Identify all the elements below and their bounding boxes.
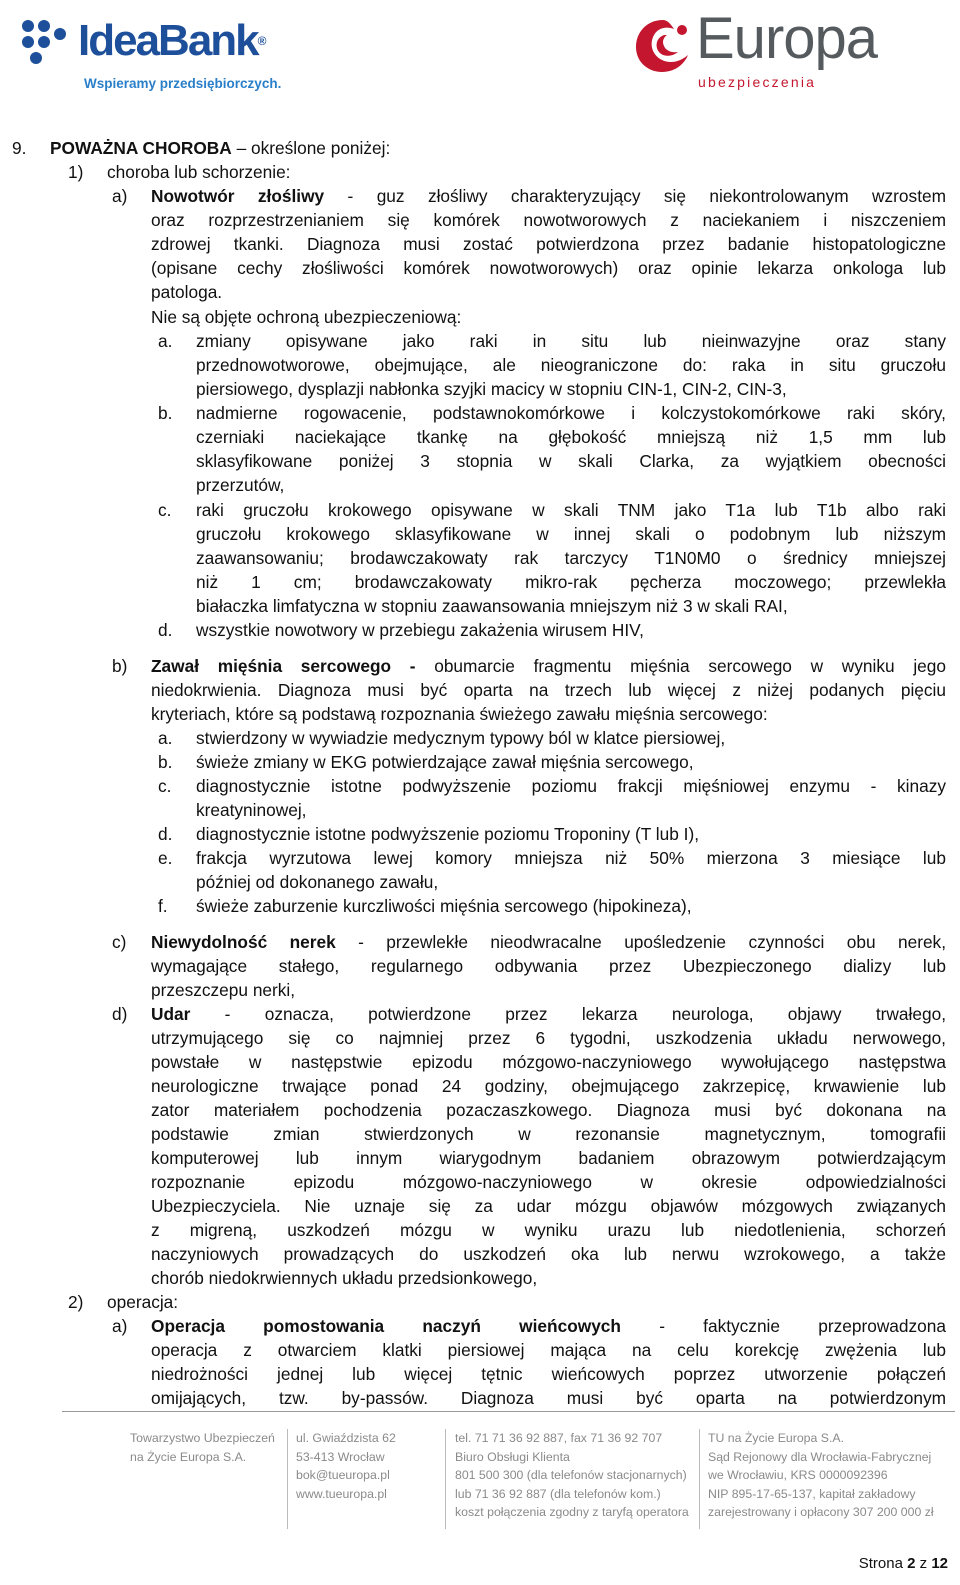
list-line: wszystkie nowotwory w przebiegu zakażenia wirusem HIV, — [196, 620, 644, 640]
paragraph-line: Operacja pomostowania naczyń wieńcowych - faktycznie przeprowadzona — [151, 1316, 946, 1336]
registered-mark: ® — [257, 34, 267, 48]
footer-address: ul. Gwiaździsta 62 53-413 Wrocław bok@tueuropa.pl www.tueuropa.pl — [296, 1429, 396, 1503]
paragraph-line: Nowotwór złośliwy - guz złośliwy charakteryzujący się niekontrolowanym wzrostem — [151, 186, 946, 206]
section-heading: POWAŻNA CHOROBA – określone poniżej: — [50, 138, 391, 158]
paragraph-line: rozpoznanie epizodu mózgowo-naczyniowego w okresie odpowiedzialności — [151, 1172, 946, 1192]
paragraph-line: z migreną, uszkodzeń mózgu w wyniku urazu lub niedotlenienia, schorzeń — [151, 1220, 946, 1240]
term-cancer: Nowotwór złośliwy — [151, 186, 325, 206]
point-text: operacja: — [107, 1292, 179, 1312]
list-line: przednowotworowe, obejmujące, ale nieograniczone do: raka in situ gruczołu — [196, 355, 946, 375]
list-line: diagnostycznie istotne podwyższenie poziomu frakcji mięśniowej enzymu - kinazy — [196, 776, 946, 796]
term-stroke: Udar — [151, 1004, 191, 1024]
paragraph-line: przeszczepu nerki, — [151, 980, 296, 1000]
sub-marker: d. — [158, 824, 173, 844]
point-number: 2) — [68, 1292, 84, 1312]
sub-marker: c. — [158, 500, 172, 520]
list-line: gruczołu krokowego sklasyfikowane w innej skali o podobnym lub niższym — [196, 524, 946, 544]
list-line: niż 1 cm; brodawczakowaty mikro-rak pęcherza moczowego; przewlekła — [196, 572, 946, 592]
page-header — [0, 0, 960, 110]
paragraph-line: Udar - oznacza, potwierdzone przez lekarza neurologa, objawy trwałego, — [151, 1004, 946, 1024]
footer-registry: TU na Życie Europa S.A. Sąd Rejonowy dla Wrocławia-Fabrycznej we Wrocławiu, KRS 0000092396 NIP 895-17-65-137, kapitał zakładowy zarejestrowany i opłacony 307 200 000 zł — [708, 1431, 934, 1519]
sub-marker: b. — [158, 403, 173, 423]
sub-marker: d. — [158, 620, 173, 640]
paragraph-line: naczyniowych prowadzących do uszkodzeń oka lub nerwu wzrokowego, a także — [151, 1244, 946, 1264]
list-line: zaawansowaniu; brodawczakowaty rak tarczycy T1N0M0 o średnicy mniejszej — [196, 548, 946, 568]
idea-bank-logo — [22, 14, 282, 94]
paragraph-line: (opisane cechy złośliwości komórek nowotworowych) oraz opinie lekarza onkologa lub — [151, 258, 946, 278]
footer-separator — [699, 1429, 700, 1529]
footer-separator — [445, 1429, 446, 1529]
sub-marker: a. — [158, 728, 173, 748]
section-number: 9. — [12, 138, 27, 158]
paragraph-line: omijających, tzw. by-passów. Diagnoza musi być oparta na potwierdzonym — [151, 1388, 946, 1408]
paragraph-line: podstawie zmian stwierdzonych w rezonansie magnetycznym, tomografii — [151, 1124, 946, 1144]
list-line: przerzutów, — [196, 475, 285, 495]
paragraph-line: operacja z otwarciem klatki piersiowej mająca na celu korekcję zwężenia lub — [151, 1340, 946, 1360]
footer-company: Towarzystwo Ubezpieczeń na Życie Europa S.A. — [130, 1431, 275, 1464]
point-number: 1) — [68, 162, 84, 182]
idea-dots-icon — [22, 20, 72, 64]
footer-separator — [287, 1429, 288, 1529]
paragraph-line: patologa. — [151, 282, 223, 302]
list-line: sklasyfikowane poniżej 3 stopnia w skali Clarka, za wyjątkiem obecności — [196, 451, 946, 471]
item-marker: b) — [112, 656, 128, 676]
paragraph-line: Niewydolność nerek - przewlekłe nieodwracalne upośledzenie czynności obu nerek, — [151, 932, 946, 952]
term-kidney-failure: Niewydolność nerek — [151, 932, 336, 952]
paragraph-line: zdrowej tkanki. Diagnoza musi zostać potwierdzona przez badanie histopatologiczne — [151, 234, 946, 254]
paragraph-line: utrzymującego się co najmniej przez 6 tygodni, uszkodzenia układu nerwowego, — [151, 1028, 946, 1048]
idea-bank-name: IdeaBank — [78, 16, 258, 65]
term-heart-attack: Zawał mięśnia sercowego - — [151, 656, 416, 676]
europa-name: Europa — [696, 6, 878, 71]
list-line: raki gruczołu krokowego opisywane w skali TNM jako T1a lub T1b albo raki — [196, 500, 946, 520]
paragraph-line: zator materiałem pochodzenia pozaczaszkowego. Diagnoza musi być dokonana na — [151, 1100, 946, 1120]
footer-divider — [62, 1411, 955, 1412]
list-line: zmiany opisywane jako raki in situ lub nieinwazyjne oraz stany — [196, 331, 946, 351]
paragraph-line: kryteriach, które są podstawą rozpoznania świeżego zawału mięśnia sercowego: — [151, 704, 768, 724]
europa-swirl-icon — [632, 16, 694, 76]
paragraph-line: chorób niedokrwiennych układu przedsionkowego, — [151, 1268, 538, 1288]
page-number: Strona 2 z 12 — [858, 1555, 948, 1572]
paragraph-line: Zawał mięśnia sercowego - obumarcie fragmentu mięśnia sercowego w wyniku jego — [151, 656, 946, 676]
list-line: piersiowego, dysplazji nabłonka szyjki macicy w stopniu CIN-1, CIN-2, CIN-3, — [196, 379, 787, 399]
list-line: diagnostycznie istotne podwyższenie poziomu Troponiny (T lub I), — [196, 824, 700, 844]
paragraph-line: Ubezpieczyciela. Nie uznaje się za udar mózgu objawów mózgowych związanych — [151, 1196, 946, 1216]
list-line: nadmierne rogowacenie, podstawnokomórkowe i kolczystokomórkowe raki skóry, — [196, 403, 946, 423]
list-line: później od dokonanego zawału, — [196, 872, 439, 892]
term-bypass: Operacja pomostowania naczyń wieńcowych — [151, 1316, 621, 1336]
section-title: POWAŻNA CHOROBA — [50, 138, 232, 158]
list-line: białaczka limfatyczna w stopniu zaawansowania mniejszym niż 3 w skali RAI, — [196, 596, 788, 616]
sub-marker: f. — [158, 896, 168, 916]
paragraph-line: Nie są objęte ochroną ubezpieczeniową: — [151, 307, 462, 327]
europa-logo — [632, 6, 932, 100]
footer-email-link[interactable]: bok@tueuropa.pl — [296, 1468, 390, 1482]
paragraph-line: powstałe w następstwie epizodu mózgowo-naczyniowego wywołującego następstwa — [151, 1052, 946, 1072]
europa-subtitle: ubezpieczenia — [698, 74, 817, 90]
idea-bank-slogan: Wspieramy przedsiębiorczych. — [84, 76, 282, 91]
item-marker: d) — [112, 1004, 128, 1024]
paragraph-line: niedokrwienia. Diagnoza musi być oparta na trzech lub więcej z niżej podanych pięciu — [151, 680, 946, 700]
list-line: stwierdzony w wywiadzie medycznym typowy ból w klatce piersiowej, — [196, 728, 726, 748]
paragraph-line: komputerowej lub innym wiarygodnym badaniem obrazowym potwierdzającym — [151, 1148, 946, 1168]
paragraph-line: oraz rozprzestrzenianiem się komórek nowotworowych z naciekaniem i niszczeniem — [151, 210, 946, 230]
paragraph-line: neurologiczne trwające ponad 24 godziny, obejmującego zakrzepicę, krwawienie lub — [151, 1076, 946, 1096]
item-marker: a) — [112, 186, 128, 206]
sub-marker: a. — [158, 331, 173, 351]
point-text: choroba lub schorzenie: — [107, 162, 291, 182]
item-marker: c) — [112, 932, 127, 952]
footer-contact: tel. 71 71 36 92 887, fax 71 36 92 707 Biuro Obsługi Klienta 801 500 300 (dla telefonów stacjonarnych) lub 71 36 92 887 (dla telefonów kom.) koszt połączenia zgodny z taryfą operatora — [455, 1431, 689, 1519]
item-marker: a) — [112, 1316, 128, 1336]
paragraph-line: niedrożności jednej lub więcej tętnic wieńcowych poprzez utworzenie połączeń — [151, 1364, 946, 1384]
paragraph-line: wymagające stałego, regularnego odbywania przez Ubezpieczonego dializy lub — [151, 956, 946, 976]
list-line: czerniaki naciekające tkankę na głębokość mniejszą niż 1,5 mm lub — [196, 427, 946, 447]
sub-marker: e. — [158, 848, 173, 868]
list-line: świeże zmiany w EKG potwierdzające zawał mięśnia sercowego, — [196, 752, 694, 772]
list-line: kreatyninowej, — [196, 800, 307, 820]
sub-marker: c. — [158, 776, 172, 796]
list-line: frakcja wyrzutowa lewej komory mniejsza niż 50% mierzona 3 miesiące lub — [196, 848, 946, 868]
footer-website-link[interactable]: www.tueuropa.pl — [296, 1486, 387, 1501]
sub-marker: b. — [158, 752, 173, 772]
list-line: świeże zaburzenie kurczliwości mięśnia sercowego (hipokineza), — [196, 896, 692, 916]
